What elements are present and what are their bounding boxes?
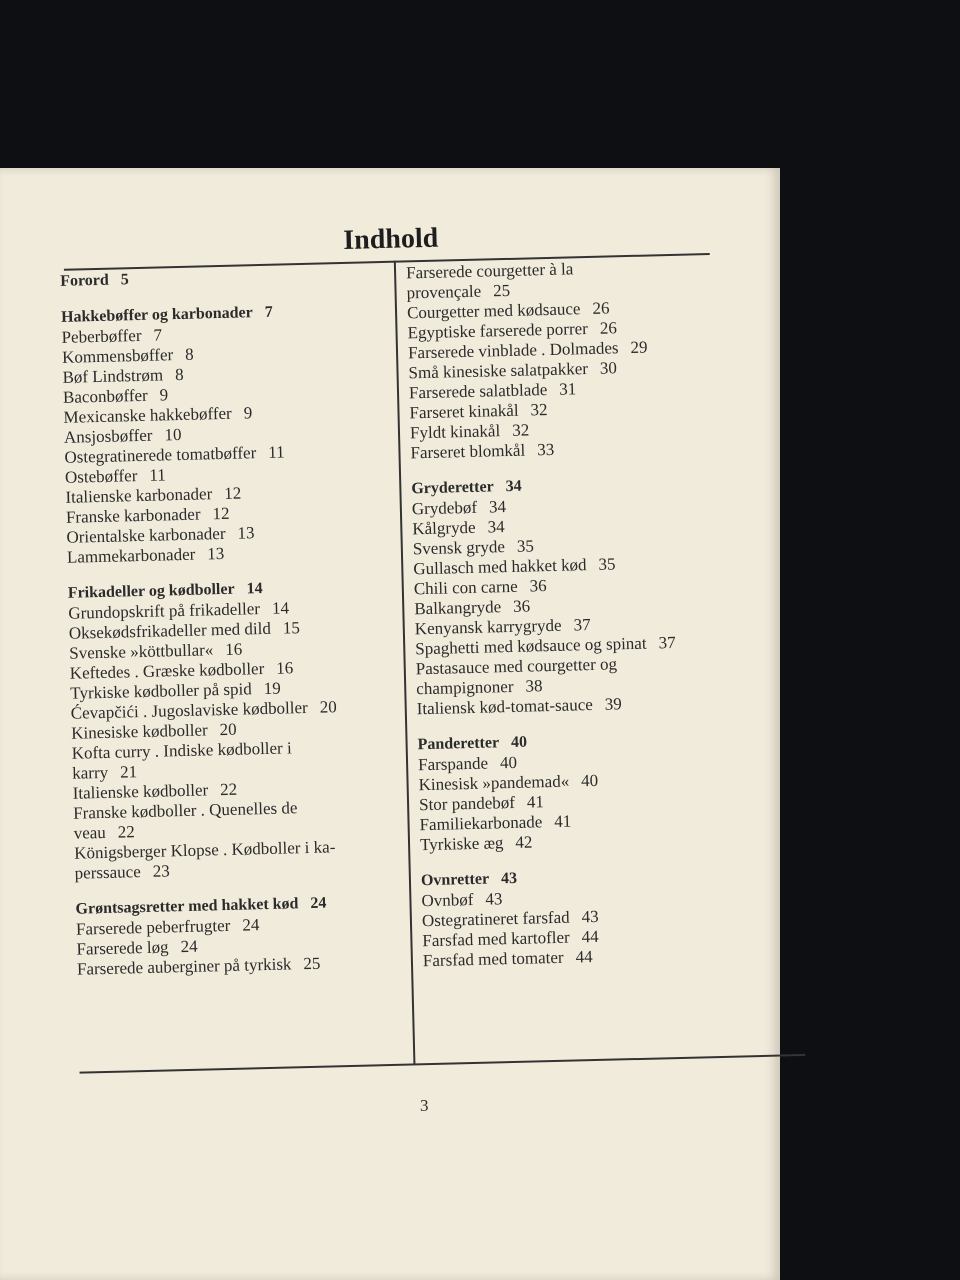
entry-title: Balkangryde xyxy=(414,597,502,619)
entry-page-number: 40 xyxy=(499,752,518,773)
entry-title: Hakkebøffer og karbonader xyxy=(60,304,253,326)
entry-page-number: 40 xyxy=(510,733,528,752)
entry-page-number: 39 xyxy=(604,694,623,714)
entry-page-number: 11 xyxy=(149,465,166,485)
entry-page-number: 41 xyxy=(554,811,572,831)
entry-page-number: 34 xyxy=(487,517,505,537)
entry-title: Farserede courgetter à la xyxy=(405,259,574,283)
entry-page-number: 11 xyxy=(268,442,285,462)
entry-title: Ovnbøf xyxy=(421,889,474,911)
entry-page-number: 30 xyxy=(599,358,618,378)
entry-title: Franske karbonader xyxy=(65,504,201,527)
entry-title: Königsberger Klopse . Kødboller i ka- xyxy=(73,837,336,863)
entry-title: Pastasauce med courgetter og xyxy=(415,654,618,679)
entry-title: Italiensk kød-tomat-sauce xyxy=(416,695,594,719)
entry-page-number: 14 xyxy=(246,580,263,598)
entry-title: Orientalske karbonader xyxy=(66,523,226,547)
entry-page-number: 23 xyxy=(152,861,170,881)
entry-title: Egyptiske farserede porrer xyxy=(407,319,589,343)
entry-page-number: 13 xyxy=(237,523,255,543)
entry-title: Farserede vinblade . Dolmades xyxy=(407,338,619,363)
entry-page-number: 12 xyxy=(224,483,242,503)
entry-title: Peberbøffer xyxy=(61,325,142,347)
entry-page-number: 25 xyxy=(492,280,511,301)
entry-title: Ovnretter xyxy=(420,870,490,890)
entry-page-number: 8 xyxy=(174,364,184,385)
left-column xyxy=(60,264,402,980)
entry-page-number: 26 xyxy=(592,298,610,318)
entry-title: Courgetter med kødsauce xyxy=(406,299,581,323)
entry-title: Kenyansk karrygryde xyxy=(414,615,562,639)
entry-page-number: 7 xyxy=(153,325,163,345)
entry-page-number: 25 xyxy=(303,953,321,974)
entry-page-number: 36 xyxy=(529,576,547,596)
page-title: Indhold xyxy=(342,222,439,256)
entry-title: Kinesisk »pandemad« xyxy=(418,771,570,795)
entry-title: Kommensbøffer xyxy=(61,345,174,367)
entry-title: Farserede auberginer på tyrkisk xyxy=(76,954,292,979)
entry-page-number: 40 xyxy=(580,770,599,791)
entry-page-number: 29 xyxy=(630,337,648,357)
entry-title: Farseret kinakål xyxy=(409,400,519,423)
entry-title: Baconbøffer xyxy=(62,385,148,407)
entry-title: Stor pandebøf xyxy=(418,792,516,815)
entry-title: Farspande xyxy=(417,753,489,775)
entry-page-number: 21 xyxy=(119,762,138,782)
entry-page-number: 41 xyxy=(526,792,545,812)
entry-page-number: 5 xyxy=(120,271,129,289)
entry-title: Italienske karbonader xyxy=(65,484,213,507)
entry-title: Farserede peberfrugter xyxy=(75,915,231,939)
entry-title: veau xyxy=(73,822,107,843)
entry-title: Tyrkiske kødboller på spid xyxy=(70,679,252,703)
entry-page-number: 14 xyxy=(271,598,290,618)
entry-title: Kofta curry . Indiske kødboller i xyxy=(71,738,292,763)
entry-title: Spaghetti med kødsauce og spinat xyxy=(415,633,647,659)
entry-page-number: 44 xyxy=(581,926,599,947)
entry-title: Keftedes . Græske kødboller xyxy=(69,659,265,683)
entry-page-number: 8 xyxy=(184,344,194,364)
entry-title: Frikadeller og kødboller xyxy=(67,580,235,602)
entry-title: Grøntsagsretter med hakket kød xyxy=(75,895,299,918)
right-column xyxy=(406,254,803,971)
entry-page-number: 26 xyxy=(599,318,618,338)
entry-title: Svenske »köttbullar« xyxy=(69,640,214,663)
entry-page-number: 33 xyxy=(536,439,555,460)
entry-page-number: 9 xyxy=(243,403,253,423)
entry-title: Små kinesiske salatpakker xyxy=(408,359,589,383)
entry-title: Farseret blomkål xyxy=(410,440,526,463)
entry-page-number: 38 xyxy=(525,676,543,696)
entry-page-number: 24 xyxy=(180,936,198,957)
entry-page-number: 20 xyxy=(219,719,237,740)
entry-page-number: 43 xyxy=(581,906,599,927)
entry-title: Farsfad med tomater xyxy=(422,947,564,971)
entry-page-number: 44 xyxy=(575,947,593,967)
entry-title: perssauce xyxy=(74,862,141,883)
entry-title: Grydebøf xyxy=(411,497,478,519)
entry-title: Familiekarbonade xyxy=(419,812,543,835)
entry-title: Farserede salatblade xyxy=(408,380,548,403)
entry-page-number: 19 xyxy=(263,678,281,699)
entry-title: Panderetter xyxy=(417,734,500,754)
entry-page-number: 22 xyxy=(117,822,136,842)
entry-title: champignoner xyxy=(416,676,514,699)
entry-page-number: 20 xyxy=(319,697,337,717)
entry-page-number: 22 xyxy=(219,779,238,800)
entry-page-number: 10 xyxy=(164,424,182,445)
entry-title: provençale xyxy=(406,281,482,303)
entry-page-number: 37 xyxy=(573,615,591,635)
entry-title: Farserede løg xyxy=(76,937,169,959)
entry-page-number: 35 xyxy=(598,554,616,574)
entry-page-number: 43 xyxy=(485,889,503,909)
entry-page-number: 32 xyxy=(511,420,530,440)
entry-title: Kålgryde xyxy=(412,517,476,539)
entry-title: Forord xyxy=(60,271,109,290)
entry-title: Svensk gryde xyxy=(412,537,506,559)
entry-page-number: 13 xyxy=(207,543,225,564)
entry-title: Ostegratineret farsfad xyxy=(421,907,570,931)
entry-page-number: 36 xyxy=(512,596,531,616)
table-of-contents xyxy=(55,214,806,1112)
entry-title: Italienske kødboller xyxy=(72,780,209,803)
entry-title: Mexicanske hakkebøffer xyxy=(63,403,232,427)
entry-page-number: 7 xyxy=(264,303,273,321)
entry-page-number: 31 xyxy=(559,379,577,399)
entry-page-number: 42 xyxy=(515,832,533,852)
entry-page-number: 24 xyxy=(310,894,327,912)
entry-page-number: 37 xyxy=(658,632,676,653)
entry-title: karry xyxy=(71,762,109,783)
entry-title: Fyldt kinakål xyxy=(409,421,501,443)
entry-page-number: 43 xyxy=(500,869,518,888)
entry-title: Ostegratinerede tomatbøffer xyxy=(64,443,257,467)
entry-title: Grundopskrift på frikadeller xyxy=(68,599,261,623)
entry-page-number: 24 xyxy=(242,915,260,935)
entry-page-number: 15 xyxy=(282,618,301,638)
entry-title: Tyrkiske æg xyxy=(419,833,504,855)
entry-page-number: 35 xyxy=(516,536,535,556)
bottom-rule xyxy=(80,1054,806,1074)
entry-title: Franske kødboller . Quenelles de xyxy=(72,798,298,823)
entry-title: Gryderetter xyxy=(411,478,494,498)
entry-title: Chili con carne xyxy=(413,576,518,599)
entry-page-number: 16 xyxy=(225,639,243,659)
entry-page-number: 12 xyxy=(212,503,230,524)
entry-page-number: 32 xyxy=(530,400,548,420)
entry-page-number: 34 xyxy=(488,497,507,517)
entry-page-number: 34 xyxy=(505,477,522,496)
entry-page-number: 9 xyxy=(159,385,169,405)
entry-title: Oksekødsfrikadeller med dild xyxy=(68,618,272,643)
entry-title: Ćevapčići . Jugoslaviske kødboller xyxy=(70,697,308,723)
entry-title: Farsfad med kartofler xyxy=(422,927,570,951)
page-number: 3 xyxy=(420,1096,429,1115)
entry-title: Lammekarbonader xyxy=(66,544,196,567)
entry-title: Bøf Lindstrøm xyxy=(62,365,164,387)
entry-title: Ostebøffer xyxy=(64,466,138,487)
entry-page-number: 16 xyxy=(276,658,294,678)
entry-title: Ansjosbøffer xyxy=(63,425,153,447)
entry-title: Gullasch med hakket kød xyxy=(413,555,587,579)
entry-title: Kinesiske kødboller xyxy=(71,720,208,743)
